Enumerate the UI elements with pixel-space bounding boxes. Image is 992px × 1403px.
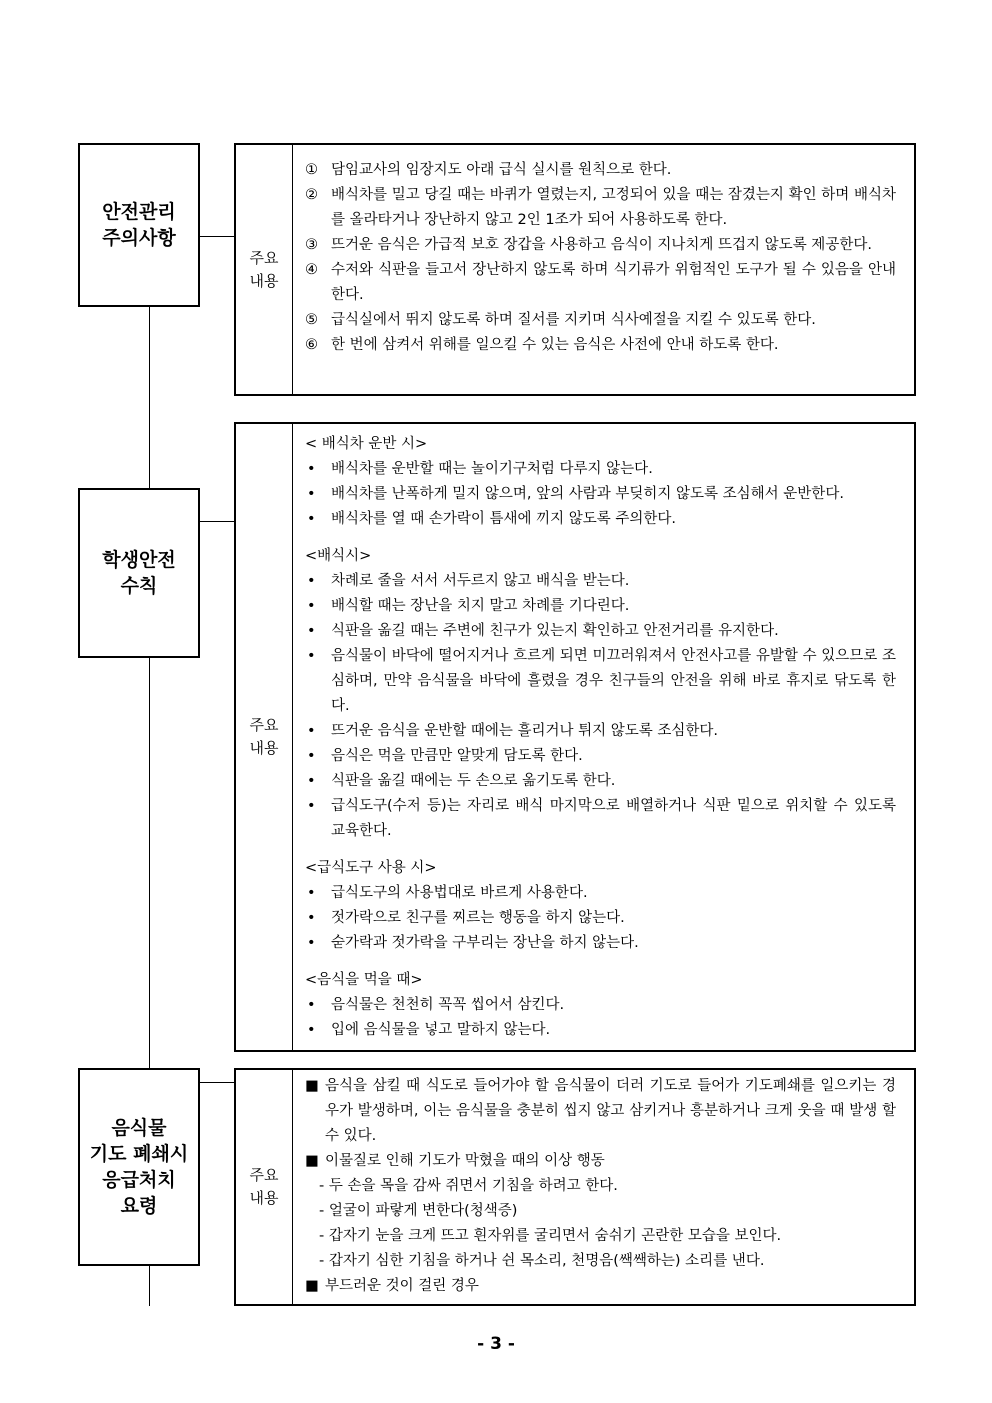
square-item: ■ 이물질로 인해 기도가 막혔을 때의 이상 행동 (305, 1153, 605, 1169)
bullet-item: • 입에 음식물을 넣고 말하지 않는다. (307, 1022, 551, 1038)
group-title: < 배식차 운반 시> (305, 436, 428, 452)
label-line: 안전관리 (102, 201, 176, 223)
bullet-item: • 급식도구의 사용법대로 바르게 사용한다. (307, 885, 588, 901)
numbered-item: ④ 수저와 식판을 들고서 장난하지 않도록 하며 식기류가 위험적인 도구가 될 수 있음을 안내한다. (305, 262, 896, 303)
group-title: <배식시> (305, 548, 372, 564)
bullet-item: • 배식차를 난폭하게 밀지 않으며, 앞의 사람과 부딪히지 않도록 조심해서 운반한다. (307, 486, 844, 502)
head-line: 주요 (249, 716, 279, 734)
group-title: <급식도구 사용 시> (305, 860, 437, 876)
section-label-safety (78, 143, 200, 307)
label-line: 응급처치 (102, 1169, 176, 1191)
bullet-item: • 숟가락과 젓가락을 구부리는 장난을 하지 않는다. (307, 935, 639, 951)
head-line: 내용 (249, 739, 279, 757)
sub-item: - 갑자기 눈을 크게 뜨고 흰자위를 굴리면서 숨쉬기 곤란한 모습을 보인다. (319, 1228, 782, 1244)
bullet-item: • 뜨거운 음식을 운반할 때에는 흘리거나 튀지 않도록 조심한다. (307, 723, 719, 739)
label-line: 기도 폐쇄시 (89, 1143, 189, 1165)
panel-body (293, 145, 914, 394)
label-line: 요령 (120, 1195, 158, 1217)
panel-head (236, 424, 293, 1050)
sub-item: - 두 손을 목을 감싸 쥐면서 기침을 하려고 한다. (319, 1178, 618, 1194)
label-line: 수칙 (120, 575, 158, 597)
connector (200, 521, 234, 522)
bullet-item: • 음식물이 바닥에 떨어지거나 흐르게 되면 미끄러워져서 안전사고를 유발할 수 있으므로 조심하며, 만약 음식물을 바닥에 흘렸을 경우 친구들의 안전을 위해 바로 휴지로 닦도록 한다. (307, 648, 896, 714)
head-line: 주요 (249, 1166, 279, 1184)
numbered-item: ⑤ 급식실에서 뛰지 않도록 하며 질서를 지키며 식사예절을 지킬 수 있도록 한다. (305, 312, 816, 328)
timeline-spine (149, 1264, 150, 1306)
bullet-item: • 배식할 때는 장난을 치지 말고 차례를 기다린다. (307, 598, 630, 614)
bullet-item: • 젓가락으로 친구를 찌르는 행동을 하지 않는다. (307, 910, 625, 926)
bullet-item: • 음식은 먹을 만큼만 알맞게 담도록 한다. (307, 748, 583, 764)
section-label-airway (78, 1068, 200, 1266)
connector (200, 1082, 234, 1083)
square-item: ■ 부드러운 것이 걸린 경우 (305, 1278, 479, 1294)
head-line: 내용 (249, 1189, 279, 1207)
numbered-item: ② 배식차를 밀고 당길 때는 바퀴가 열렸는지, 고정되어 있을 때는 잠겼는지 확인 하며 배식차를 올라타거나 장난하지 않고 2인 1조가 되어 사용하도록 한다. (305, 187, 896, 228)
bullet-item: • 식판을 옮길 때에는 두 손으로 옮기도록 한다. (307, 773, 616, 789)
sub-item: - 갑자기 심한 기침을 하거나 쉰 목소리, 천명음(쌕쌕하는) 소리를 낸다. (319, 1253, 765, 1269)
panel-head (236, 145, 293, 394)
panel-head (236, 1070, 293, 1304)
section-label-student-rules (78, 488, 200, 658)
panel-body (293, 1070, 914, 1304)
label-line: 학생안전 (102, 549, 176, 571)
square-item: ■ 음식을 삼킬 때 식도로 들어가야 할 음식물이 더러 기도로 들어가 기도폐쇄를 일으키는 경우가 발생하며, 이는 음식물을 충분히 씹지 않고 삼키거나 흥분하거나 크게 웃을 때 발생 할 수 있다. (305, 1078, 896, 1144)
timeline-spine (149, 657, 150, 1069)
bullet-item: • 식판을 옮길 때는 주변에 친구가 있는지 확인하고 안전거리를 유지한다. (307, 623, 779, 639)
bullet-item: • 배식차를 열 때 손가락이 틈새에 끼지 않도록 주의한다. (307, 511, 677, 527)
bullet-item: • 음식물은 천천히 꼭꼭 씹어서 삼킨다. (307, 997, 565, 1013)
panel-body (293, 424, 914, 1050)
connector (200, 236, 234, 237)
bullet-item: • 배식차를 운반할 때는 놀이기구처럼 다루지 않는다. (307, 461, 653, 477)
label-line: 주의사항 (102, 227, 176, 249)
section-panel-student-rules (234, 422, 916, 1052)
bullet-item: • 급식도구(수저 등)는 자리로 배식 마지막으로 배열하거나 식판 밑으로 위치할 수 있도록 교육한다. (307, 798, 896, 839)
bullet-item: • 차례로 줄을 서서 서두르지 않고 배식을 받는다. (307, 573, 630, 589)
head-line: 내용 (249, 271, 279, 290)
section-panel-airway (234, 1068, 916, 1306)
numbered-item: ⑥ 한 번에 삼켜서 위해를 일으킬 수 있는 음식은 사전에 안내 하도록 한다. (305, 337, 779, 353)
head-line: 주요 (249, 248, 279, 267)
group-title: <음식을 먹을 때> (305, 972, 423, 988)
timeline-spine (149, 306, 150, 488)
section-panel-safety (234, 143, 916, 396)
numbered-item: ① 담임교사의 임장지도 아래 급식 실시를 원칙으로 한다. (305, 162, 672, 178)
sub-item: - 얼굴이 파랗게 변한다(청색증) (319, 1203, 518, 1219)
page-number: - 3 - (477, 1334, 515, 1354)
numbered-item: ③ 뜨거운 음식은 가급적 보호 장갑을 사용하고 음식이 지나치게 뜨겁지 않도록 제공한다. (305, 237, 872, 253)
label-line: 음식물 (111, 1117, 167, 1139)
